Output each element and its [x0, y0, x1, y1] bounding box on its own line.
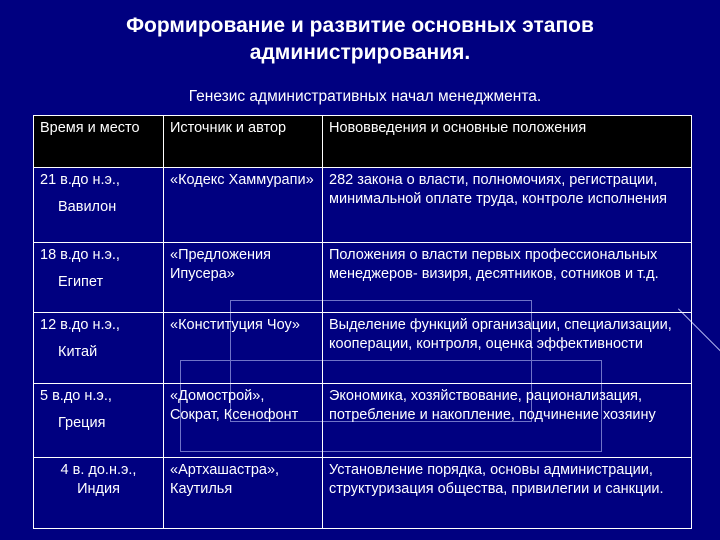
cell-time-place	[34, 168, 164, 243]
table-row	[34, 168, 692, 243]
table-row	[34, 384, 692, 458]
cell-source: «Предложения Ипусера»	[164, 243, 323, 313]
cell-time: 4 в. до.н.э.,	[60, 462, 137, 478]
header-time-place: Время и место	[34, 116, 164, 168]
cell-innovations: Установление порядка, основы администрации, структуризация общества, привилегии и санкции.	[323, 458, 692, 529]
cell-innovations: Выделение функций организации, специализации, кооперации, контроля, оценка эффективности	[323, 313, 692, 384]
cell-innovations: 282 закона о власти, полномочиях, регистрации, минимальной оплате труда, контроле исполнения	[323, 168, 692, 243]
cell-time-place	[34, 243, 164, 313]
slide-title-line-1: Формирование и развитие основных этапов	[126, 14, 594, 37]
cell-time-place	[34, 313, 164, 384]
table-row	[34, 313, 692, 384]
cell-time: 18 в.до н.э.,	[40, 247, 120, 263]
cell-place: Китай	[58, 343, 98, 360]
cell-place: Египет	[58, 273, 104, 290]
cell-source: «Артхашастра», Каутилья	[164, 458, 323, 529]
slide-title	[0, 12, 720, 66]
cell-place: Вавилон	[58, 198, 117, 215]
cell-source: «Домострой», Сократ, Ксенофонт	[164, 384, 323, 458]
cell-time: 12 в.до н.э.,	[40, 317, 120, 333]
header-source-author: Источник и автор	[164, 116, 323, 168]
cell-time: 5 в.до н.э.,	[40, 388, 112, 404]
header-innovations: Нововведения и основные положения	[323, 116, 692, 168]
slide-subtitle: Генезис административных начал менеджмента.	[188, 88, 542, 105]
table-row	[34, 458, 692, 529]
cell-source: «Кодекс Хаммурапи»	[164, 168, 323, 243]
cell-innovations: Экономика, хозяйствование, рационализация, потребление и накопление, подчинение хозяину	[323, 384, 692, 458]
table-header-row	[34, 116, 692, 168]
cell-time: 21 в.до н.э.,	[40, 172, 120, 188]
cell-innovations: Положения о власти первых профессиональных менеджеров- визиря, десятников, сотников и т.д.	[323, 243, 692, 313]
table-row	[34, 243, 692, 313]
cell-place: Греция	[58, 414, 106, 431]
cell-time-place	[34, 384, 164, 458]
cell-place: Индия	[77, 480, 120, 497]
slide-title-line-2: администрирования.	[249, 41, 471, 64]
cell-time-place	[34, 458, 164, 529]
administration-history-table	[33, 115, 692, 529]
cell-source: «Конституция Чоу»	[164, 313, 323, 384]
